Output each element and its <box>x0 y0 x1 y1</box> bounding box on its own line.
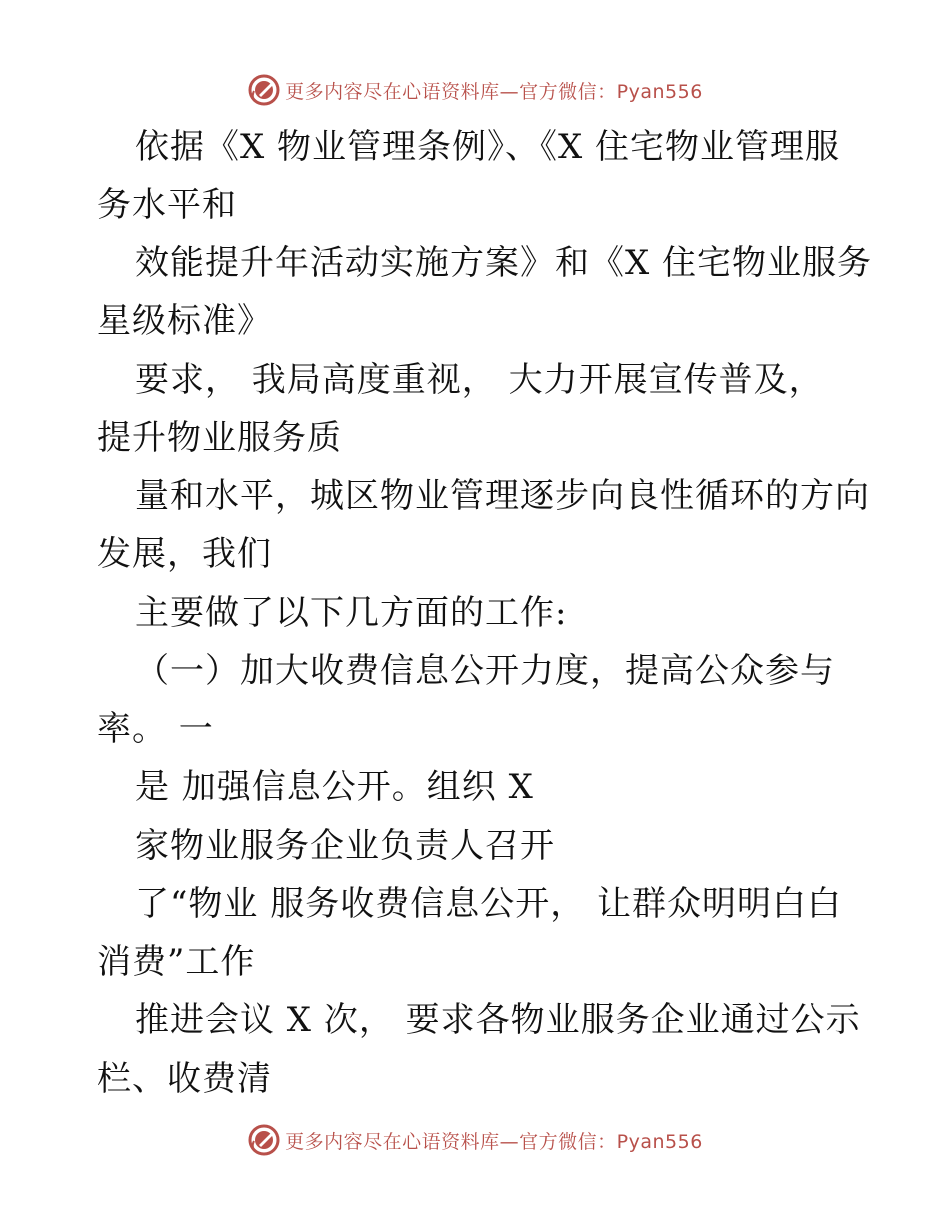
pen-seal-icon <box>247 73 281 107</box>
text-line: 是 加强信息公开。组织 X <box>135 767 534 807</box>
text-line: 务水平和 <box>97 185 237 225</box>
text-line: （一）加大收费信息公开力度，提高公众参与 <box>135 651 835 691</box>
text-line: 推进会议 X 次， 要求各物业服务企业通过公示 <box>135 1000 861 1040</box>
watermark-text: 更多内容尽在心语资料库—官方微信：Pyan556 <box>285 80 703 103</box>
text-line: 量和水平，城区物业管理逐步向良性循环的方向 <box>135 476 870 516</box>
text-line: 率。 一 <box>97 709 214 749</box>
text-line: 星级标准》 <box>97 301 272 341</box>
text-line: 提升物业服务质 <box>97 418 342 458</box>
text-line: 效能提升年活动实施方案》和《X 住宅物业服务 <box>135 243 873 283</box>
text-line: 主要做了以下几方面的工作: <box>135 593 568 633</box>
pen-seal-icon <box>247 1123 281 1157</box>
text-line: 发展，我们 <box>97 534 272 574</box>
text-line: 栏、收费清 <box>97 1059 272 1099</box>
footer-watermark <box>0 1120 950 1160</box>
text-line: 消费”工作 <box>97 942 256 982</box>
watermark-text: 更多内容尽在心语资料库—官方微信：Pyan556 <box>285 1130 703 1153</box>
text-line: 了“物业 服务收费信息公开， 让群众明明白白 <box>135 884 842 924</box>
header-watermark <box>0 70 950 110</box>
text-line: 家物业服务企业负责人召开 <box>135 826 555 866</box>
text-line: 依据《X 物业管理条例》、《X 住宅物业管理服 <box>135 127 841 167</box>
text-line: 要求， 我局高度重视， 大力开展宣传普及， <box>135 360 824 400</box>
